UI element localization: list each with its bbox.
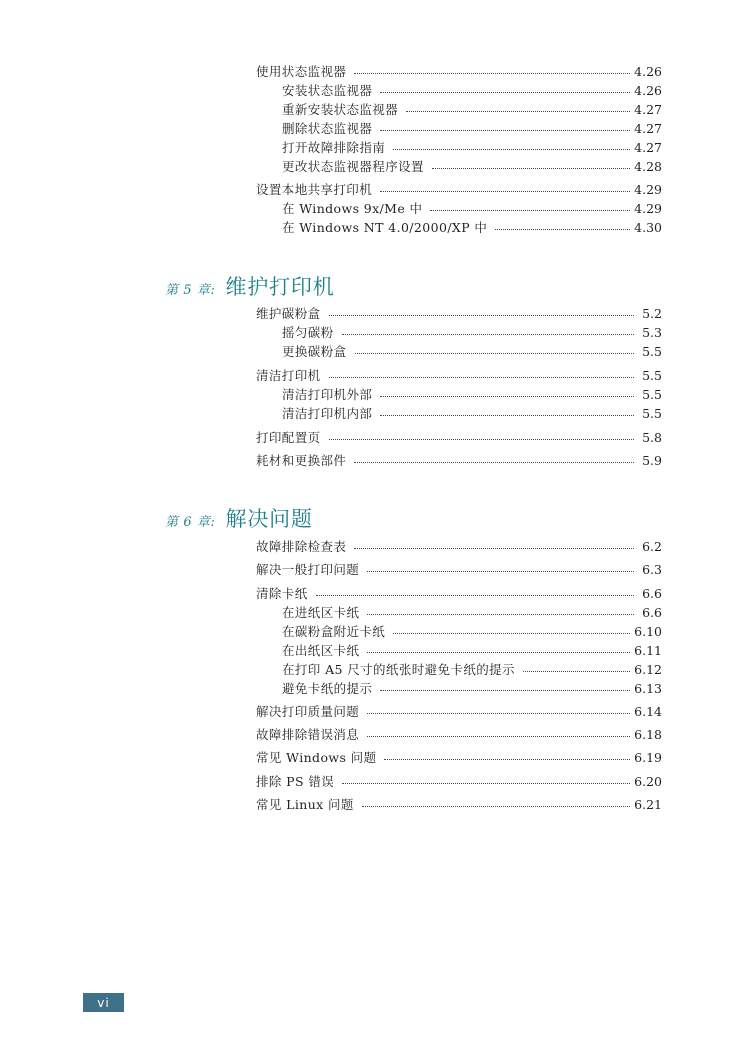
toc-entry[interactable] [282, 641, 662, 659]
entry-title: 安装状态监视器 [282, 83, 373, 98]
dot-leader [432, 167, 630, 169]
toc-entry[interactable] [282, 404, 662, 422]
toc-entry[interactable] [282, 138, 662, 156]
entry-title: 维护碳粉盒 [256, 306, 321, 321]
toc-entry[interactable] [256, 584, 662, 602]
entry-page: 4.26 [634, 64, 662, 79]
toc-entry[interactable] [256, 304, 662, 322]
toc-entry[interactable] [256, 795, 662, 813]
entry-title: 在 Windows NT 4.0/2000/XP 中 [282, 220, 488, 235]
dot-leader [367, 712, 630, 714]
dot-leader [380, 190, 630, 192]
entry-title: 常见 Linux 问题 [256, 797, 354, 812]
entry-title: 重新安装状态监视器 [282, 102, 399, 117]
dot-leader [329, 314, 634, 316]
toc-entry[interactable] [282, 81, 662, 99]
entry-title: 故障排除检查表 [256, 539, 347, 554]
dot-leader [430, 209, 630, 211]
dot-leader [367, 735, 630, 737]
entry-page: 4.29 [634, 182, 662, 197]
entry-page: 4.27 [634, 140, 662, 155]
dot-leader [329, 438, 634, 440]
chapter-title: 维护打印机 [225, 275, 335, 299]
entry-page: 6.21 [634, 797, 662, 812]
entry-title: 解决打印质量问题 [256, 704, 360, 719]
entry-page: 5.5 [642, 368, 662, 383]
dot-leader [523, 670, 630, 672]
dot-leader [342, 333, 634, 335]
toc-entry[interactable] [256, 725, 662, 743]
entry-page: 5.5 [642, 387, 662, 402]
dot-leader [342, 782, 630, 784]
toc-entry[interactable] [256, 62, 662, 80]
chapter-label: 第 5 章: [165, 283, 216, 298]
entry-title: 清除卡纸 [256, 586, 308, 601]
entry-page: 5.9 [642, 453, 662, 468]
entry-page: 6.10 [634, 624, 662, 639]
entry-page: 4.27 [634, 121, 662, 136]
entry-page: 4.30 [634, 220, 662, 235]
entry-page: 6.19 [634, 750, 662, 765]
chapter-6-heading[interactable] [165, 503, 313, 533]
toc-entry[interactable] [256, 180, 662, 198]
chapter-title: 解决问题 [225, 507, 313, 531]
dot-leader [362, 805, 630, 807]
entry-title: 在进纸区卡纸 [282, 605, 360, 620]
toc-entry[interactable] [282, 100, 662, 118]
toc-entry[interactable] [282, 622, 662, 640]
entry-page: 6.14 [634, 704, 662, 719]
entry-title: 解决一般打印问题 [256, 562, 360, 577]
dot-leader [495, 228, 630, 230]
toc-entry[interactable] [256, 451, 662, 469]
entry-page: 4.27 [634, 102, 662, 117]
toc-entry[interactable] [282, 342, 662, 360]
entry-title: 避免卡纸的提示 [282, 681, 373, 696]
entry-page: 6.11 [634, 643, 662, 658]
dot-leader [393, 148, 630, 150]
entry-title: 在出纸区卡纸 [282, 643, 360, 658]
dot-leader [380, 414, 634, 416]
toc-entry[interactable] [256, 748, 662, 766]
dot-leader [355, 352, 634, 354]
entry-title: 清洁打印机内部 [282, 406, 373, 421]
entry-title: 打开故障排除指南 [282, 140, 386, 155]
toc-entry[interactable] [256, 428, 662, 446]
entry-page: 6.6 [642, 586, 662, 601]
dot-leader [354, 72, 630, 74]
toc-entry[interactable] [256, 366, 662, 384]
toc-entry[interactable] [282, 218, 662, 236]
toc-entry[interactable] [282, 119, 662, 137]
entry-title: 清洁打印机外部 [282, 387, 373, 402]
dot-leader [393, 632, 630, 634]
toc-entry[interactable] [256, 772, 662, 790]
entry-title: 耗材和更换部件 [256, 453, 347, 468]
chapter-5-heading[interactable] [165, 271, 335, 301]
dot-leader [384, 758, 630, 760]
dot-leader [406, 110, 630, 112]
dot-leader [354, 461, 634, 463]
toc-entry[interactable] [282, 199, 662, 217]
page-number: vi [97, 995, 110, 1010]
entry-page: 6.6 [642, 605, 662, 620]
entry-title: 删除状态监视器 [282, 121, 373, 136]
entry-title: 使用状态监视器 [256, 64, 347, 79]
toc-entry[interactable] [282, 323, 662, 341]
entry-title: 常见 Windows 问题 [256, 750, 377, 765]
toc-entry[interactable] [256, 702, 662, 720]
dot-leader [354, 547, 634, 549]
entry-page: 4.29 [634, 201, 662, 216]
entry-page: 5.5 [642, 344, 662, 359]
dot-leader [380, 91, 630, 93]
entry-title: 打印配置页 [256, 430, 321, 445]
dot-leader [329, 376, 634, 378]
entry-title: 更换碳粉盒 [282, 344, 347, 359]
dot-leader [380, 395, 634, 397]
toc-entry[interactable] [256, 537, 662, 555]
entry-title: 排除 PS 错误 [256, 774, 335, 789]
toc-entry[interactable] [282, 157, 662, 175]
entry-page: 4.26 [634, 83, 662, 98]
toc-entry[interactable] [282, 679, 662, 697]
entry-page: 4.28 [634, 159, 662, 174]
entry-page: 6.20 [634, 774, 662, 789]
entry-title: 在打印 A5 尺寸的纸张时避免卡纸的提示 [282, 662, 515, 677]
entry-title: 摇匀碳粉 [282, 325, 334, 340]
entry-title: 在 Windows 9x/Me 中 [282, 201, 423, 216]
page-number-tab [83, 993, 124, 1012]
entry-page: 6.2 [642, 539, 662, 554]
toc-entry[interactable] [282, 660, 662, 678]
entry-page: 5.8 [642, 430, 662, 445]
toc-entry[interactable] [256, 560, 662, 578]
dot-leader [367, 613, 634, 615]
dot-leader [367, 651, 630, 653]
dot-leader [380, 689, 630, 691]
entry-title: 在碳粉盒附近卡纸 [282, 624, 386, 639]
entry-title: 清洁打印机 [256, 368, 321, 383]
dot-leader [367, 570, 634, 572]
entry-page: 6.3 [642, 562, 662, 577]
toc-entry[interactable] [282, 603, 662, 621]
entry-title: 故障排除错误消息 [256, 727, 360, 742]
entry-page: 5.3 [642, 325, 662, 340]
entry-page: 5.2 [642, 306, 662, 321]
entry-page: 6.18 [634, 727, 662, 742]
entry-page: 5.5 [642, 406, 662, 421]
chapter-label: 第 6 章: [165, 515, 216, 530]
dot-leader [316, 594, 634, 596]
entry-page: 6.13 [634, 681, 662, 696]
entry-title: 更改状态监视器程序设置 [282, 159, 424, 174]
entry-page: 6.12 [634, 662, 662, 677]
dot-leader [380, 129, 630, 131]
entry-title: 设置本地共享打印机 [256, 182, 373, 197]
toc-entry[interactable] [282, 385, 662, 403]
